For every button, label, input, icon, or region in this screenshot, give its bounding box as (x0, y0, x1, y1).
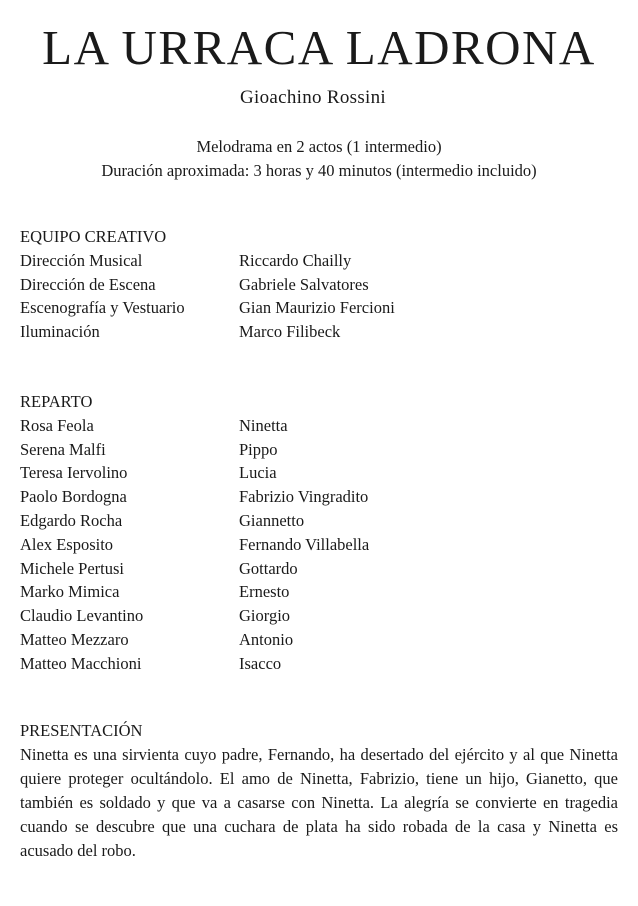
team-member: Marco Filibeck (239, 322, 341, 342)
cast-row (20, 652, 620, 676)
cast-row (20, 485, 620, 509)
singer-name: Matteo Mezzaro (20, 629, 129, 649)
presentation-heading: PRESENTACIÓN (20, 721, 143, 740)
presentation-text: Ninetta es una sirvienta cuyo padre, Fernando, ha desertado del ejército y al que Ninetta quiere proteger ocultándolo. El amo de Ninetta, Fabrizio, tiene un hijo, Gianetto, que también es soldado y que va a casarse con Ninetta. La alegría se convierte en tragedia cuando se descubre que una cuchara de plata ha sido robada de la casa y Ninetta es acusado del robo. (20, 744, 618, 860)
singer-name: Serena Malfi (20, 439, 106, 459)
presentation-section (20, 719, 620, 863)
singer-name: Teresa Iervolino (20, 463, 128, 483)
cast-row (20, 557, 620, 581)
team-member: Riccardo Chailly (239, 250, 352, 270)
character-name: Giannetto (239, 510, 305, 530)
creative-team-row (20, 296, 620, 320)
character-name: Ernesto (239, 582, 290, 602)
creative-team-row (20, 273, 620, 297)
cast-row (20, 414, 620, 438)
team-member: Gabriele Salvatores (239, 274, 369, 294)
character-name: Antonio (239, 629, 294, 649)
creative-team-section (20, 225, 620, 344)
singer-name: Michele Pertusi (20, 558, 125, 578)
opera-title: LA URRACA LADRONA (42, 20, 596, 75)
creative-team-row (20, 320, 620, 344)
team-role: Dirección Musical (20, 250, 143, 270)
duration-info: Duración aproximada: 3 horas y 40 minutos (intermedio incluido) (101, 161, 537, 180)
singer-name: Edgardo Rocha (20, 510, 123, 530)
team-role: Dirección de Escena (20, 274, 156, 294)
cast-heading: REPARTO (20, 392, 93, 411)
team-role: Iluminación (20, 322, 100, 342)
character-name: Fernando Villabella (239, 534, 370, 554)
cast-row (20, 628, 620, 652)
cast-row (20, 533, 620, 557)
singer-name: Claudio Levantino (20, 606, 144, 626)
character-name: Pippo (239, 439, 278, 459)
character-name: Ninetta (239, 415, 288, 435)
singer-name: Matteo Macchioni (20, 653, 142, 673)
singer-name: Paolo Bordogna (20, 487, 127, 507)
character-name: Fabrizio Vingradito (239, 487, 369, 507)
cast-row (20, 461, 620, 485)
singer-name: Rosa Feola (20, 415, 94, 435)
creative-team-row (20, 249, 620, 273)
team-role: Escenografía y Vestuario (20, 298, 185, 318)
cast-row (20, 438, 620, 462)
singer-name: Marko Mimica (20, 582, 120, 602)
cast-row (20, 509, 620, 533)
character-name: Lucia (239, 463, 277, 483)
singer-name: Alex Esposito (20, 534, 114, 554)
character-name: Isacco (239, 653, 282, 673)
cast-section (20, 390, 620, 676)
creative-team-heading: EQUIPO CREATIVO (20, 227, 167, 246)
work-description: Melodrama en 2 actos (1 intermedio) (196, 137, 442, 156)
character-name: Giorgio (239, 606, 291, 626)
character-name: Gottardo (239, 558, 298, 578)
team-member: Gian Maurizio Fercioni (239, 298, 395, 318)
cast-row (20, 604, 620, 628)
composer-name: Gioachino Rossini (240, 87, 387, 108)
cast-row (20, 580, 620, 604)
